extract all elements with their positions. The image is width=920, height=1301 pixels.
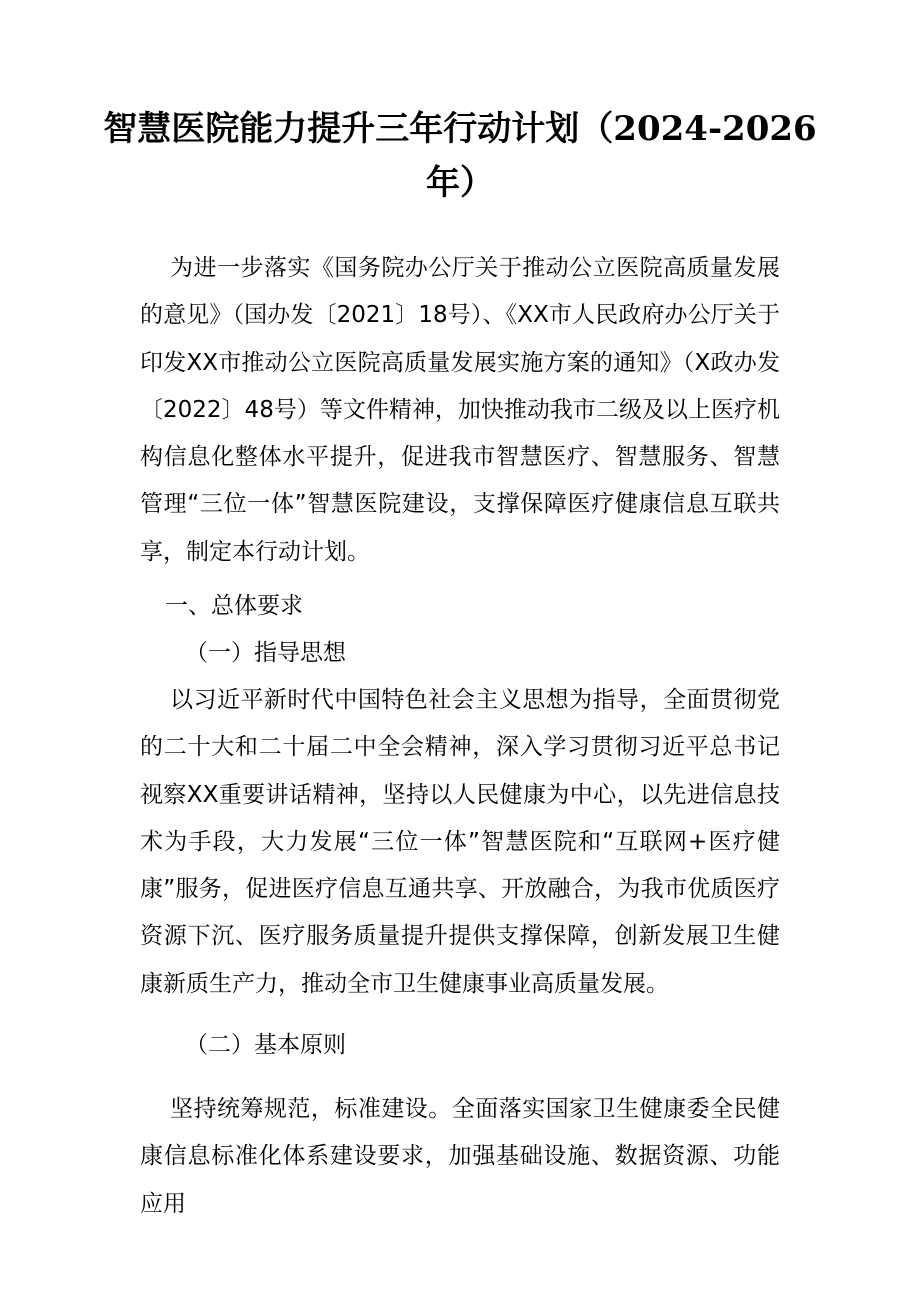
document-title: 智慧医院能力提升三年行动计划（2024-2026年）: [103, 109, 817, 203]
subsection-heading-basic-principles: （二）基本原则: [185, 1032, 346, 1058]
subsection-heading-guiding-ideology: （一）指导思想: [185, 640, 346, 666]
guiding-ideology-paragraph: 以习近平新时代中国特色社会主义思想为指导，全面贯彻党的二十大和二十届二中全会精神，深入学习贯彻习近平总书记视察XX重要讲话精神，坚持以人民健康为中心，以先进信息技术为手段，大力发展“三位一体”智慧医院和“互联网+医疗健康”服务，促进医疗信息互通共享、开放融合，为我市优质医疗资源下沉、医疗服务质量提升提供支撑保障，创新发展卫生健康新质生产力，推动全市卫生健康事业高质量发展。: [140, 687, 780, 997]
intro-paragraph: 为进一步落实《国务院办公厅关于推动公立医院高质量发展的意见》（国办发〔2021〕18号）、《XX市人民政府办公厅关于印发XX市推动公立医院高质量发展实施方案的通知》（X政办发〔2022〕48号）等文件精神，加快推动我市二级及以上医疗机构信息化整体水平提升，促进我市智慧医疗、智慧服务、智慧管理“三位一体”智慧医院建设，支撑保障医疗健康信息互联共享，制定本行动计划。: [140, 255, 780, 565]
basic-principles-paragraph: 坚持统筹规范，标准建设。全面落实国家卫生健康委全民健康信息标准化体系建设要求，加强基础设施、数据资源、功能应用: [140, 1096, 780, 1217]
section-heading-general-requirements: 一、总体要求: [165, 593, 303, 619]
